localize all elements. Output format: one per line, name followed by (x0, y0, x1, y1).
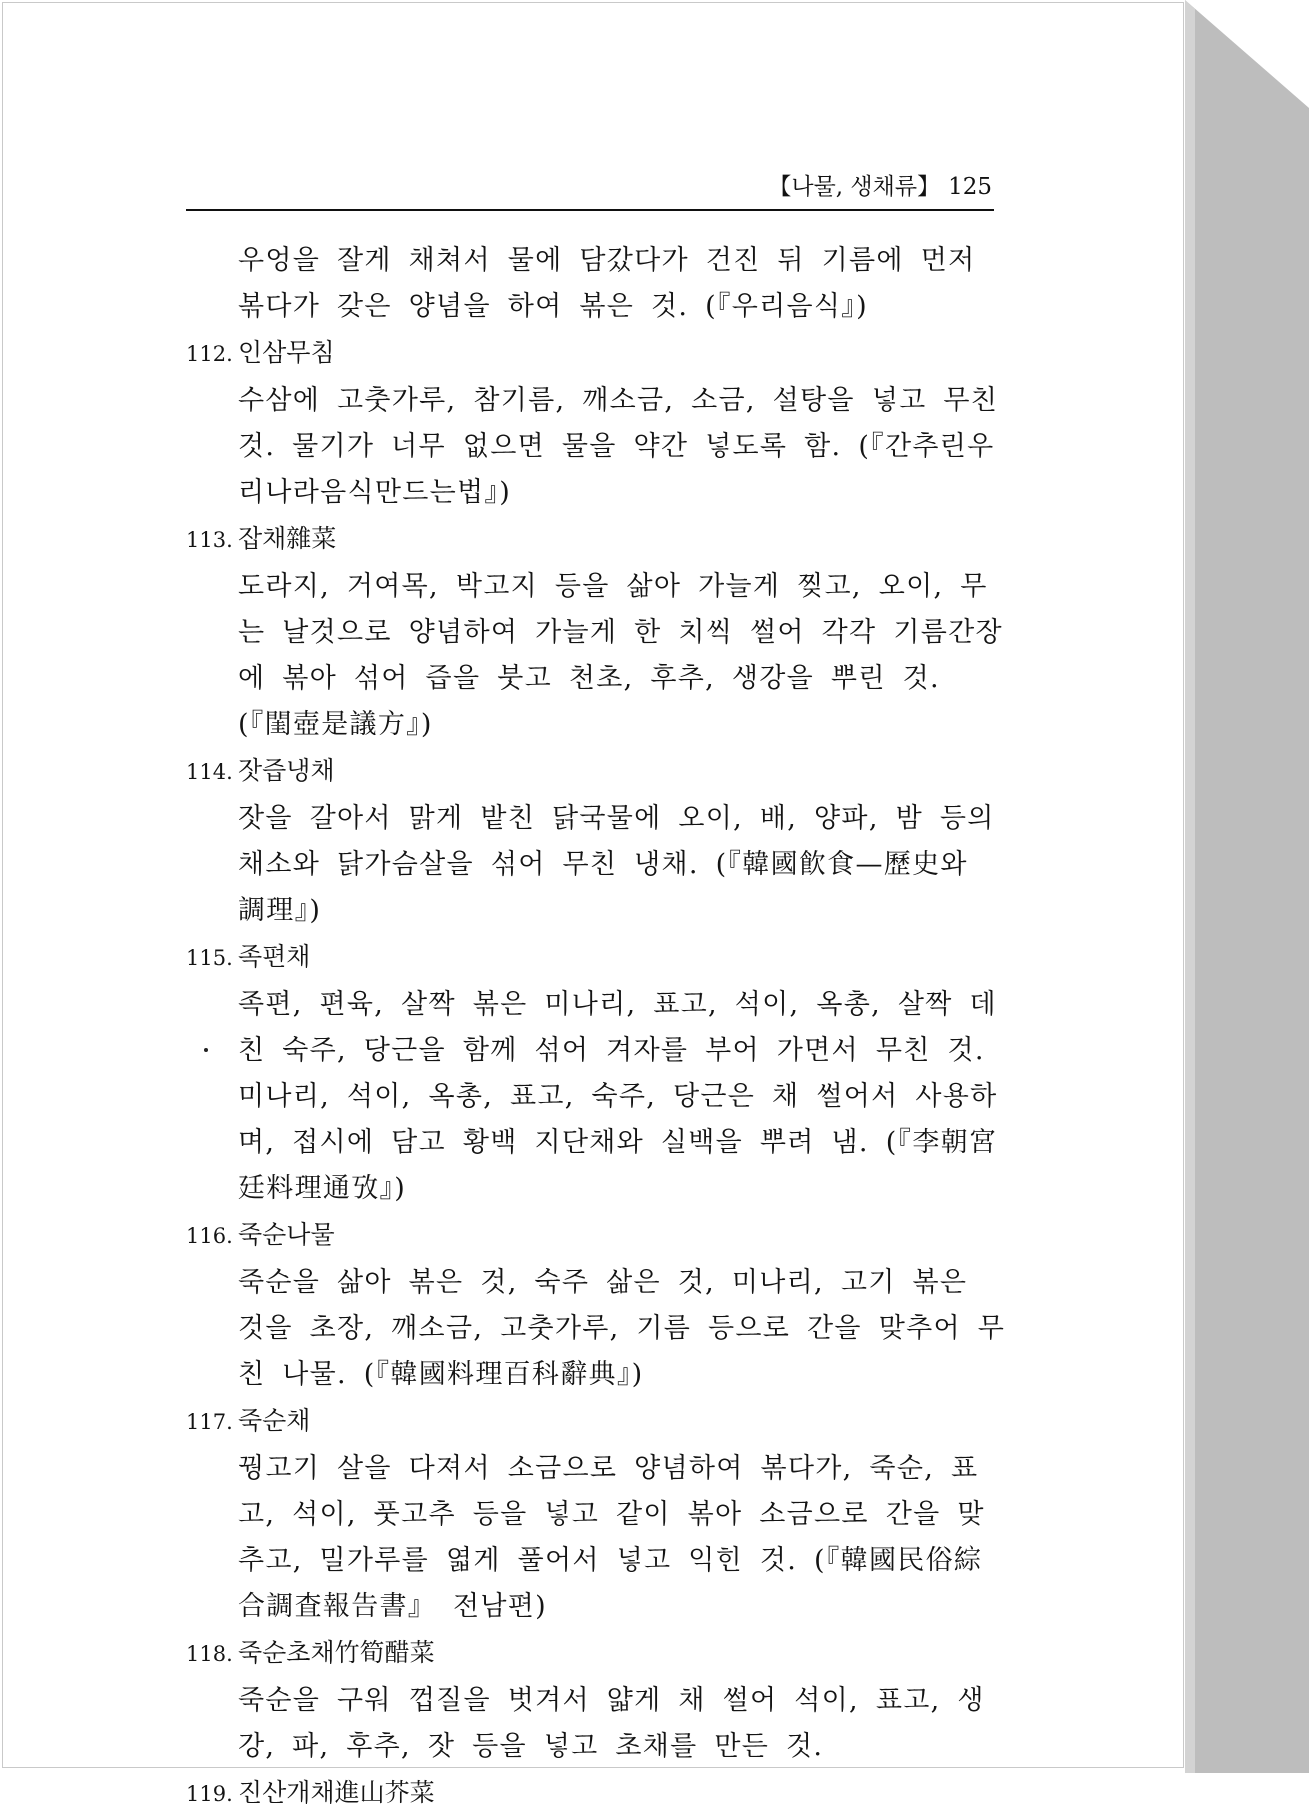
entry (186, 1402, 1006, 1630)
entry (186, 752, 1006, 934)
entry (186, 1634, 1006, 1770)
entry (186, 520, 1006, 748)
entry-description: 죽순을 삶아 볶은 것, 숙주 삶은 것, 미나리, 고기 볶은 것을 초장, 깨소금, 고춧가루, 기름 등으로 간을 맞추어 무친 나물. (『韓國料理百科辭典』) (238, 1267, 1006, 1390)
entry-number: 117. (186, 1410, 233, 1434)
entry-number: 116. (186, 1224, 233, 1248)
entry-number: 114. (186, 760, 233, 784)
entry-title: 인삼무침 (238, 338, 335, 367)
page-body (186, 238, 1006, 1818)
entry (186, 938, 1006, 1212)
entry-number: 119. (186, 1782, 233, 1806)
entry-description: 도라지, 거여목, 박고지 등을 삶아 가늘게 찢고, 오이, 무는 날것으로 양념하여 가늘게 한 치씩 썰어 각각 기름간장에 볶아 섞어 즙을 붓고 천초, 후추, 생강을 뿌린 것. (『閨壺是議方』) (238, 571, 1003, 740)
entry-heading (186, 1402, 1006, 1440)
entry-title: 진산개채進山芥菜 (238, 1778, 435, 1807)
entry-description: 족편, 편육, 살짝 볶은 미나리, 표고, 석이, 옥총, 살짝 데친 숙주, 당근을 함께 섞어 겨자를 부어 가면서 무친 것. 미나리, 석이, 옥총, 표고, 숙주, 당근은 채 썰어서 사용하며, 접시에 담고 황백 지단채와 실백을 뿌려 냄. (『李朝宮廷料理通攷』) (238, 989, 998, 1204)
entry-title: 잡채雜菜 (238, 524, 337, 553)
entry (186, 334, 1006, 516)
entry-heading (186, 938, 1006, 976)
continued-paragraph: 우엉을 잘게 채쳐서 물에 담갔다가 건진 뒤 기름에 먼저 볶다가 갖은 양념을 하여 볶은 것. (『우리음식』) (238, 245, 976, 322)
entry-number: 115. (186, 946, 233, 970)
entry-title: 죽순초채竹筍醋菜 (238, 1638, 435, 1667)
entry (186, 1216, 1006, 1398)
entry-title: 죽순채 (238, 1406, 311, 1435)
entry-heading (186, 520, 1006, 558)
entry (186, 1774, 1006, 1812)
entry-number: 113. (186, 528, 233, 552)
running-header (732, 168, 992, 208)
scan-speck (204, 1048, 208, 1052)
entry-heading (186, 752, 1006, 790)
entry-heading (186, 1216, 1006, 1254)
entry-title: 잣즙냉채 (238, 756, 335, 785)
entry-title: 죽순나물 (238, 1220, 335, 1249)
entry-heading (186, 1634, 1006, 1672)
entry-number: 118. (186, 1642, 233, 1666)
section-title: 【나물, 생채류】 (768, 174, 941, 200)
entry-number: 112. (186, 342, 233, 366)
entry-description: 꿩고기 살을 다져서 소금으로 양념하여 볶다가, 죽순, 표고, 석이, 풋고추 등을 넣고 같이 볶아 소금으로 간을 맞추고, 밀가루를 엷게 풀어서 넣고 익힌 것. (『韓國民俗綜合調査報告書』 전남편) (238, 1453, 985, 1622)
entry-heading (186, 1774, 1006, 1812)
entry-description: 잣을 갈아서 맑게 밭친 닭국물에 오이, 배, 양파, 밤 등의 채소와 닭가슴살을 섞어 무친 냉채. (『韓國飮食—歷史와 調理』) (238, 803, 995, 926)
header-rule (186, 209, 994, 211)
entry-description: 죽순을 구워 껍질을 벗겨서 얇게 채 썰어 석이, 표고, 생강, 파, 후추, 잣 등을 넣고 초채를 만든 것. (238, 1685, 985, 1762)
book-page-edge (1185, 0, 1309, 1773)
entry-heading (186, 334, 1006, 372)
page-number: 125 (948, 174, 992, 200)
entry-description: 수삼에 고춧가루, 참기름, 깨소금, 소금, 설탕을 넣고 무친 것. 물기가 너무 없으면 물을 약간 넣도록 함. (『간추린우리나라음식만드는법』) (238, 385, 999, 508)
entry-title: 족편채 (238, 942, 311, 971)
